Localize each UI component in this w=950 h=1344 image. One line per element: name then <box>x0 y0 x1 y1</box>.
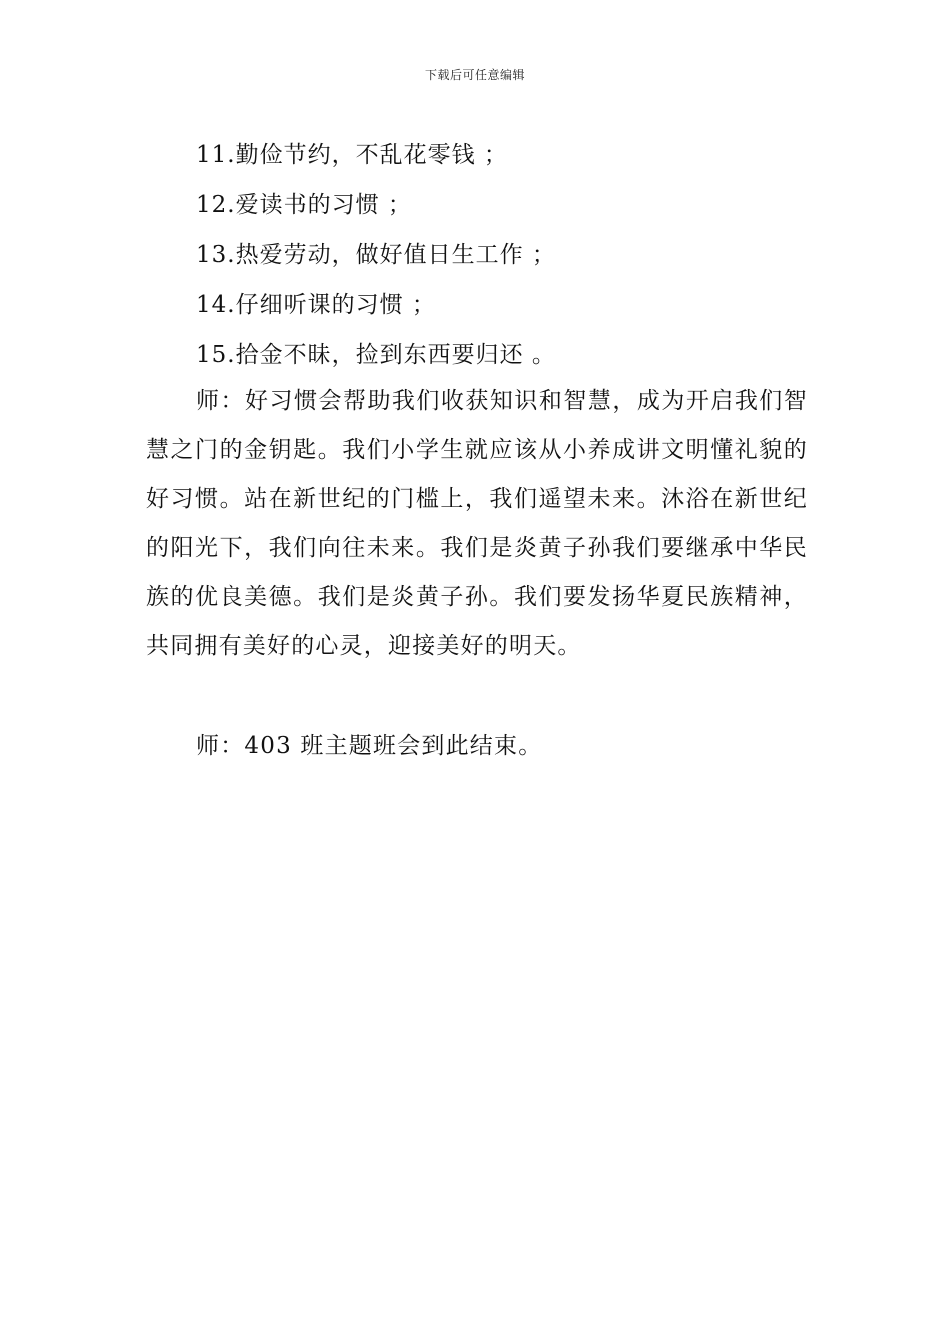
habit-list <box>196 130 556 380</box>
list-item: 13.热爱劳动，做好值日生工作 ； <box>196 242 556 268</box>
list-item: 11.勤俭节约，不乱花零钱 ； <box>196 142 508 168</box>
teacher-speech-paragraph: 师：好习惯会帮助我们收获知识和智慧，成为开启我们智慧之门的金钥匙。我们小学生就应该从小养成讲文明懂礼貌的好习惯。站在新世纪的门槛上，我们遥望未来。沐浴在新世纪的阳光下，我们向往未来。我们是炎黄子孙我们要继承中华民族的优良美德。我们是炎黄子孙。我们要发扬华夏民族精神，共同拥有美好的心灵，迎接美好的明天。 <box>146 388 808 659</box>
closing-paragraph: 师：403 班主题班会到此结束。 <box>196 733 543 759</box>
list-item: 12.爱读书的习惯 ； <box>196 192 412 218</box>
header-note: 下载后可任意编辑 <box>424 68 525 82</box>
list-item: 14.仔细听课的习惯 ； <box>196 292 436 318</box>
list-item: 15.拾金不昧，捡到东西要归还 。 <box>196 342 556 368</box>
